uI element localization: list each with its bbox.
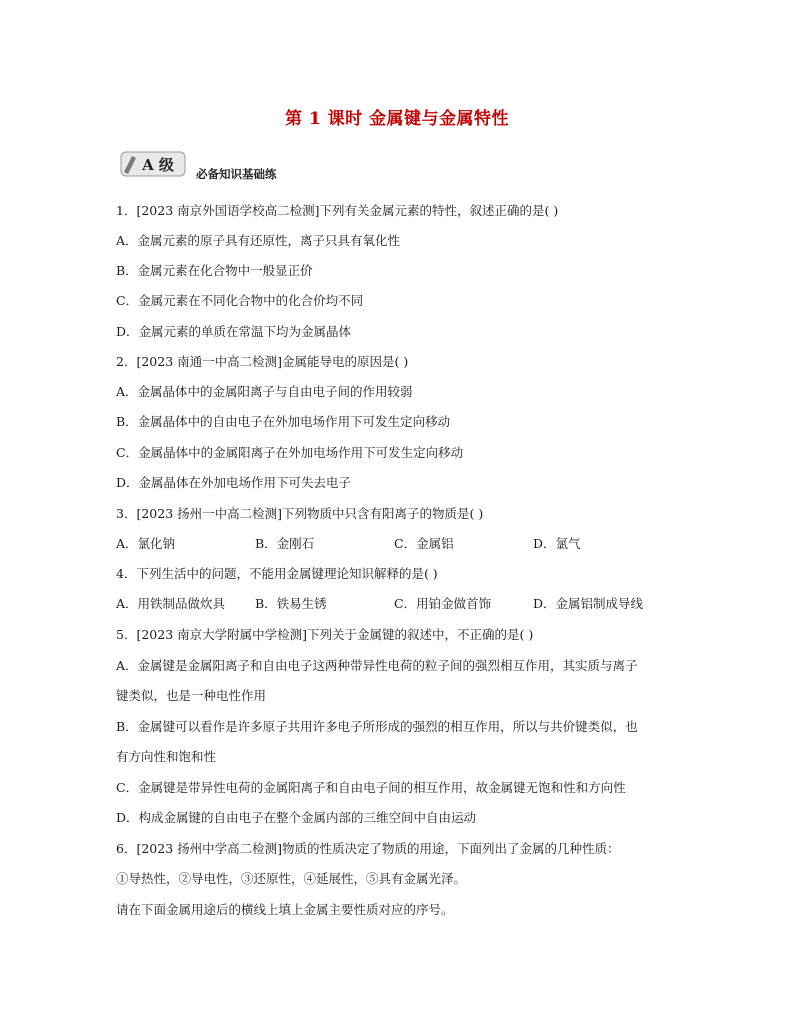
- q2-option-b: B．金属晶体中的自由电子在外加电场作用下可发生定向移动: [116, 414, 451, 429]
- q1-option-a: A．金属元素的原子具有还原性，离子只具有氧化性: [116, 233, 401, 248]
- q2-option-c: C．金属晶体中的金属阳离子在外加电场作用下可发生定向移动: [116, 445, 464, 460]
- q5-option-b-line2: 有方向性和饱和性: [116, 749, 217, 764]
- q5-option-a-line2: 键类似，也是一种电性作用: [116, 688, 267, 703]
- level-badge-text: A 级: [142, 156, 174, 174]
- q5-option-c: C．金属键是带异性电荷的金属阳离子和自由电子间的相互作用，故金属键无饱和性和方向性: [116, 780, 626, 795]
- q6-properties: ①导热性，②导电性，③还原性，④延展性，⑤具有金属光泽。: [116, 871, 467, 886]
- q3-option-d: D．氯气: [533, 536, 581, 551]
- q5-option-b-line1: B．金属键可以看作是许多原子共用许多电子所形成的强烈的相互作用，所以与共价键类似，也: [116, 719, 638, 734]
- q2-option-a: A．金属晶体中的金属阳离子与自由电子间的作用较弱: [116, 384, 413, 399]
- q4-option-a: A．用铁制品做炊具: [116, 596, 226, 611]
- q1-stem: 1．[2023 南京外国语学校高二检测]下列有关金属元素的特性，叙述正确的是( ): [116, 203, 559, 218]
- q4-option-b: B．铁易生锈: [255, 596, 327, 611]
- q3-option-c: C．金属铝: [394, 536, 454, 551]
- q2-option-d: D．金属晶体在外加电场作用下可失去电子: [116, 475, 352, 490]
- q6-stem: 6．[2023 扬州中学高二检测]物质的性质决定了物质的用途，下面列出了金属的几种性质：: [116, 841, 620, 856]
- q5-stem: 5．[2023 南京大学附属中学检测]下列关于金属键的叙述中，不正确的是( ): [116, 627, 534, 642]
- q4-stem: 4．下列生活中的问题，不能用金属键理论知识解释的是( ): [116, 566, 438, 581]
- q5-option-a-line1: A．金属键是金属阳离子和自由电子这两种带异性电荷的粒子间的强烈相互作用，其实质与离子: [116, 658, 638, 673]
- q4-option-c: C．用铂金做首饰: [394, 596, 492, 611]
- q3-stem: 3．[2023 扬州一中高二检测]下列物质中只含有阳离子的物质是( ): [116, 506, 484, 521]
- q2-stem: 2．[2023 南通一中高二检测]金属能导电的原因是( ): [116, 354, 409, 369]
- q6-instruction: 请在下面金属用途后的横线上填上金属主要性质对应的序号。: [116, 902, 454, 917]
- q5-option-d: D．构成金属键的自由电子在整个金属内部的三维空间中自由运动: [116, 810, 477, 825]
- page-title: 第 1 课时 金属键与金属特性: [284, 109, 510, 129]
- q3-option-a: A．氯化钠: [116, 536, 176, 551]
- q1-option-c: C．金属元素在不同化合物中的化合价均不同: [116, 293, 364, 308]
- q4-option-d: D．金属铝制成导线: [533, 596, 644, 611]
- q1-option-b: B．金属元素在化合物中一般显正价: [116, 263, 313, 278]
- level-badge-icon: [118, 148, 188, 180]
- section-label: 必备知识基础练: [196, 167, 277, 181]
- q1-option-d: D．金属元素的单质在常温下均为金属晶体: [116, 324, 352, 339]
- q3-option-b: B．金刚石: [255, 536, 315, 551]
